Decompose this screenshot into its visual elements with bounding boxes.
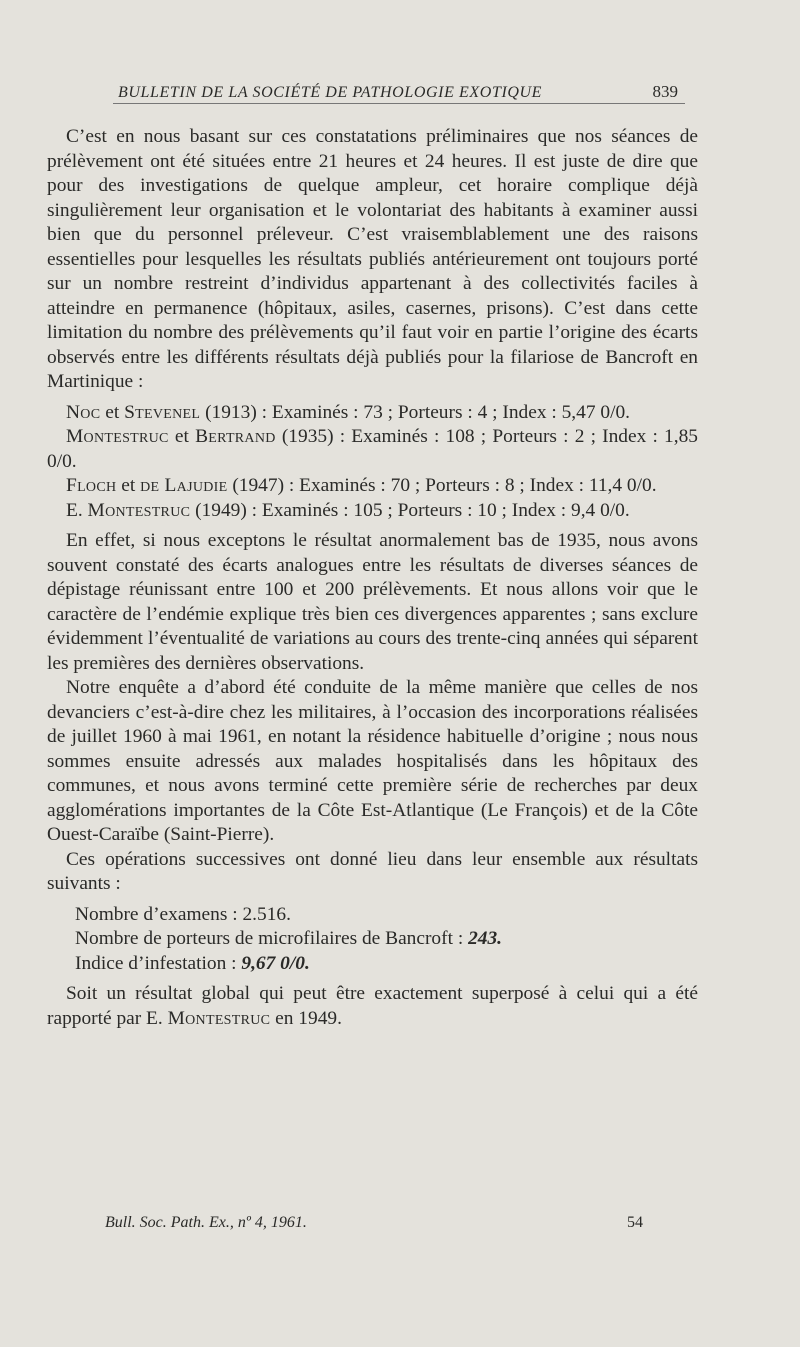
reference-details: (1949) : Examinés : 105 ; Porteurs : 10 ; Index : 9,4 0/0. (190, 499, 630, 521)
running-title: BULLETIN DE LA SOCIÉTÉ DE PATHOLOGIE EXOTIQUE (118, 84, 543, 101)
reference-details: (1947) : Examinés : 70 ; Porteurs : 8 ; Index : 11,4 0/0. (227, 475, 657, 496)
header-rule (113, 103, 685, 104)
running-header (118, 82, 678, 102)
paragraph-2: En effet, si nous exceptons le résultat anormalement bas de 1935, nous avons souvent constaté des écarts analogues entre les résultats de diverses séances de dépistage réunissant entre 100 et 200 prélèvements. Et nous allons voir que le caractère de l’endémie explique très bien ces divergences apparentes ; sans exclure évidemment l’éventualité de variations au cours des trente-cinq années qui séparent les premières des dernières observations. (47, 530, 698, 674)
paragraph-5-text: Soit un résultat global qui peut être exactement superposé à celui qui a été rapporté par E. (47, 983, 698, 1029)
reference-author: Stevenel (124, 401, 201, 423)
paragraph-4: Ces opérations successives ont donné lieu dans leur ensemble aux résultats suivants : (47, 848, 698, 894)
results-carriers (75, 927, 698, 952)
reference-author: Noc (66, 401, 101, 423)
reference-list (47, 401, 698, 524)
reference-item (47, 474, 698, 499)
reference-item (47, 401, 698, 426)
page-number: 839 (652, 82, 678, 101)
body-text (47, 125, 698, 1031)
results-index-label: Indice d’infestation : (75, 952, 242, 974)
reference-item (47, 425, 698, 474)
footer-citation: Bull. Soc. Path. Ex., nº 4, 1961. (105, 1214, 307, 1231)
paragraph-5 (47, 982, 698, 1031)
paragraph-5-end: en 1949. (270, 1007, 342, 1029)
reference-author: Bertrand (195, 426, 276, 447)
paragraph-5-author: Montestruc (167, 1007, 271, 1029)
results-carriers-value: 243. (468, 928, 502, 949)
reference-author: Montestruc (66, 426, 169, 447)
reference-details: (1935) : Examinés : 108 ; Porteurs : 2 ; Index : 1,85 0/0. (47, 426, 698, 472)
page-footer (105, 1214, 643, 1232)
reference-details: (1913) : Examinés : 73 ; Porteurs : 4 ; Index : 5,47 0/0. (200, 401, 631, 423)
reference-initial: E. (66, 499, 88, 521)
reference-item (47, 499, 698, 524)
footer-signature: 54 (627, 1214, 643, 1231)
reference-conjunction: et (116, 475, 141, 496)
reference-conjunction: et (100, 401, 125, 423)
results-exam-count: Nombre d’examens : 2.516. (75, 903, 291, 925)
reference-author: Montestruc (87, 499, 191, 521)
reference-conjunction: et (168, 426, 196, 447)
results-carriers-label: Nombre de porteurs de microfilaires de Bancroft : (75, 928, 469, 949)
reference-author: Lajudie (164, 475, 228, 496)
reference-author: Floch (66, 475, 117, 496)
results-index-value: 9,67 0/0. (241, 952, 310, 974)
results-index (75, 952, 698, 977)
paragraph-1: C’est en nous basant sur ces constatations préliminaires que nos séances de prélèvement ont été situées entre 21 heures et 24 heures. Il est juste de dire que pour des investigations de quelque ampleur, cet horaire complique déjà singulièrement leur organisation et le volontariat des habitants à examiner aussi bien que du personnel préleveur. C’est vraisemblablement une des raisons essentielles pour lesquelles les résultats publiés antérieurement ont toujours porté sur un nombre restreint d’individus appartenant à des collectivités faciles à atteindre en permanence (hôpitaux, asiles, casernes, prisons). C’est dans cette limitation du nombre des prélèvements qu’il faut voir en partie l’origine des écarts observés entre les différents résultats déjà publiés pour la filariose de Bancroft en Martinique : (47, 126, 698, 392)
paragraph-3: Notre enquête a d’abord été conduite de la même manière que celles de nos devanciers c’est-à-dire chez les militaires, à l’occasion des incorporations réalisées de juillet 1960 à mai 1961, en notant la résidence habituelle d’origine ; nous nous sommes ensuite adressés aux malades hospitalisés dans les hôpitaux des communes, et nous avons terminé cette première série de recherches par deux agglomérations importantes de la Côte Est-Atlantique (Le François) et de la Côte Ouest-Caraïbe (Saint-Pierre). (47, 677, 698, 845)
reference-particle: de (140, 475, 165, 496)
results-block (47, 903, 698, 977)
